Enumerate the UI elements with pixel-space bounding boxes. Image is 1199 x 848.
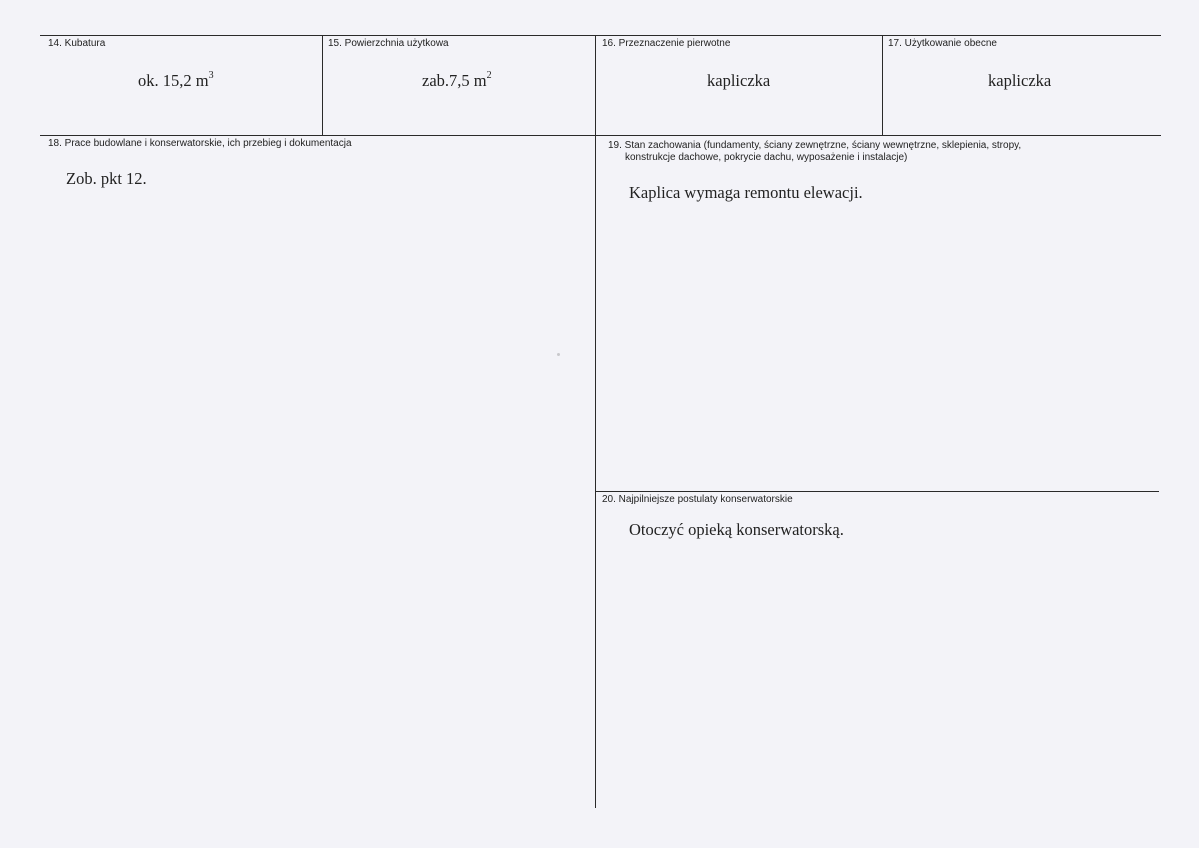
field-20-value: Otoczyć opieką konserwatorską. — [629, 520, 844, 539]
field-16-label: 16. Przeznaczenie pierwotne — [602, 38, 731, 49]
field-20-label: 20. Najpilniejsze postulaty konserwatorskie — [602, 494, 793, 505]
field-18-label: 18. Prace budowlane i konserwatorskie, ich przebieg i dokumentacja — [48, 138, 352, 149]
field-15-value-exponent: 2 — [486, 69, 492, 81]
field-19-label-line2: konstrukcje dachowe, pokrycie dachu, wyposażenie i instalacje) — [625, 152, 908, 163]
field-19-label-line1: 19. Stan zachowania (fundamenty, ściany zewnętrzne, ściany wewnętrzne, sklepienia, stropy, — [608, 140, 1022, 151]
field-14-value — [138, 71, 214, 91]
field-14-value-exponent: 3 — [208, 69, 214, 81]
field-15-value — [422, 71, 492, 91]
row1-bottom-rule — [40, 135, 1161, 136]
field-15-label: 15. Powierzchnia użytkowa — [328, 38, 449, 49]
field-16-value: kapliczka — [707, 71, 771, 90]
divider-14-15 — [322, 35, 323, 135]
top-rule — [40, 35, 1161, 36]
paper-speck — [557, 353, 560, 356]
field-17-label: 17. Użytkowanie obecne — [888, 38, 997, 49]
field-20-top-rule — [595, 491, 1159, 492]
field-15-value-text: zab.7,5 m — [422, 71, 487, 90]
field-19-value: Kaplica wymaga remontu elewacji. — [629, 183, 863, 202]
field-14-value-text: ok. 15,2 m — [138, 71, 209, 90]
main-vertical-divider — [595, 35, 596, 808]
field-18-value: Zob. pkt 12. — [66, 169, 147, 188]
field-14-label: 14. Kubatura — [48, 38, 106, 49]
divider-16-17 — [882, 35, 883, 135]
field-17-value: kapliczka — [988, 71, 1052, 90]
